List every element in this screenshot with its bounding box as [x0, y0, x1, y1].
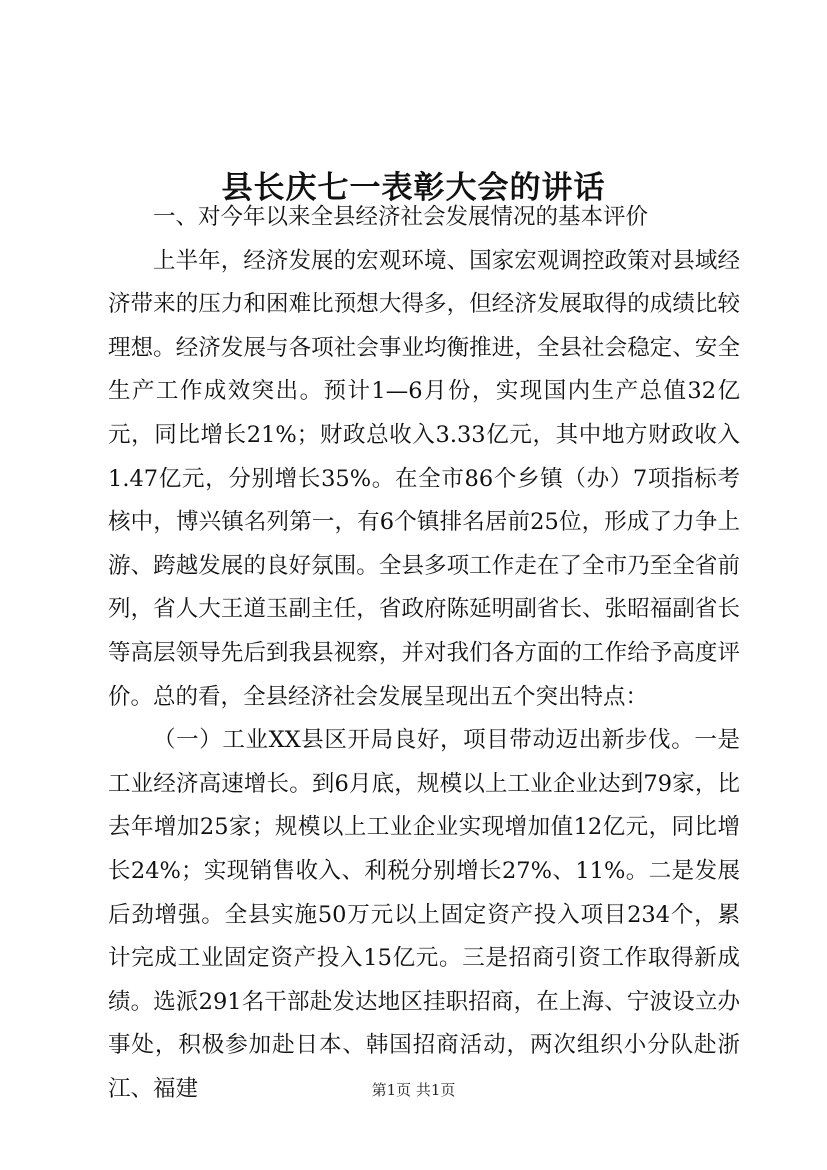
body-paragraph: （一）工业XX县区开局良好，项目带动迈出新步伐。一是工业经济高速增长。到6月底，规模以上工业企业达到79家，比去年增加25家；规模以上工业企业实现增加值12亿元，同比增长24%；实现销售收入、利税分别增长27%、11%。二是发展后劲增强。全县实施50万元以上固定资产投入项目234个，累计完成工业固定资产投入15亿元。三是招商引资工作取得新成绩。选派291名干部赴发达地区挂职招商，在上海、宁波设立办事处，积极参加赴日本、韩国招商活动，两次组织小分队赴浙江、福建 [108, 727, 740, 1102]
section-heading: 一、对今年以来全县经济社会发展情况的基本评价 [153, 204, 649, 230]
page-number-footer: 第1页 共1页 [371, 1081, 456, 1099]
document-title: 县长庆七一表彰大会的讲话 [221, 169, 606, 206]
document-body [108, 196, 740, 1111]
body-paragraph: 上半年，经济发展的宏观环境、国家宏观调控政策对县域经济带来的压力和困难比预想大得多，但经济发展取得的成绩比较理想。经济发展与各项社会事业均衡推进，全县社会稳定、安全生产工作成效突出。预计1—6月份，实现国内生产总值32亿元，同比增长21%；财政总收入3.33亿元，其中地方财政收入1.47亿元，分别增长35%。在全市86个乡镇（办）7项指标考核中，博兴镇名列第一，有6个镇排名居前25位，形成了力争上游、跨越发展的良好氛围。全县多项工作走在了全市乃至全省前列，省人大王道玉副主任，省政府陈延明副省长、张昭福副省长等高层领导先后到我县视察，并对我们各方面的工作给予高度评价。总的看，全县经济社会发展呈现出五个突出特点： [108, 247, 740, 710]
